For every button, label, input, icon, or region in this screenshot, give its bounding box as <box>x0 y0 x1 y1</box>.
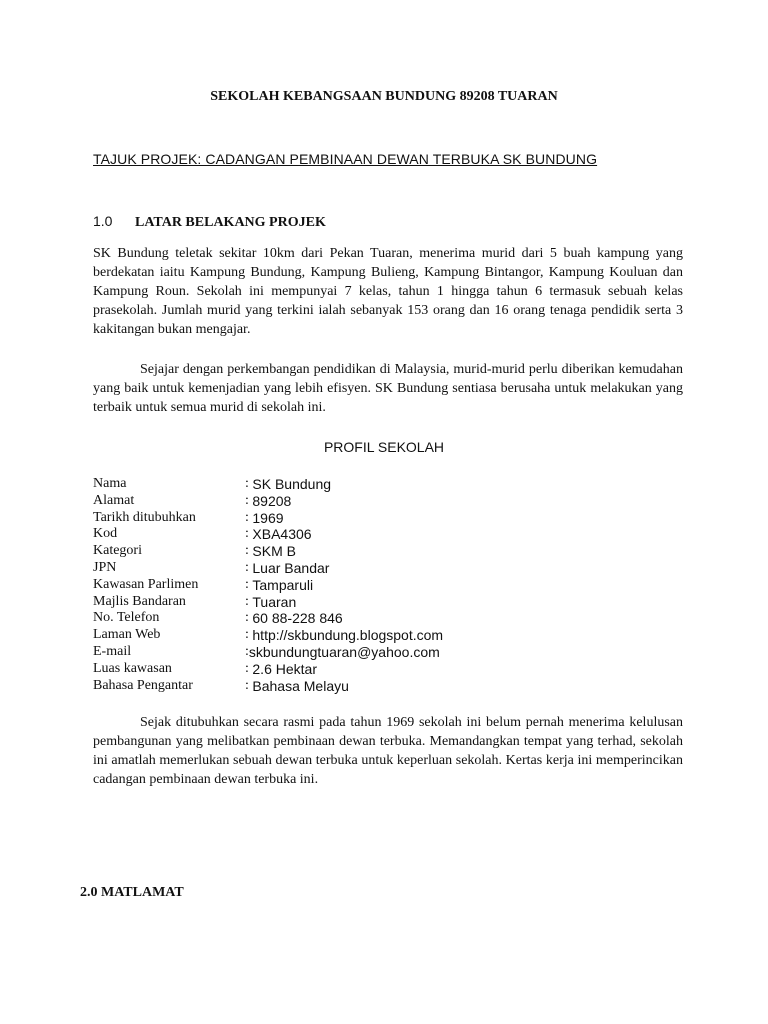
profile-label: Kod <box>93 526 118 542</box>
profile-row <box>93 594 693 611</box>
paragraph-history <box>93 713 683 789</box>
school-profile-table <box>93 476 693 694</box>
profile-separator: : <box>245 559 253 575</box>
profile-label: Nama <box>93 476 127 491</box>
profile-label: E-mail <box>93 643 132 659</box>
section-1-number: 1.0 <box>93 213 113 229</box>
profile-row <box>93 510 693 527</box>
profile-label: Alamat <box>93 492 135 508</box>
profile-row <box>93 610 693 627</box>
profile-label: No. Telefon <box>93 610 160 626</box>
profile-separator: : <box>245 576 253 592</box>
profile-row <box>93 577 693 594</box>
profile-separator: : <box>245 543 253 559</box>
profile-separator: : <box>245 509 253 525</box>
profile-value: 2.6 Hektar <box>252 660 317 677</box>
profile-value: 1969 <box>252 509 284 526</box>
profile-separator: : <box>245 492 253 508</box>
profile-separator: : <box>245 660 253 676</box>
profile-separator: : <box>245 526 253 542</box>
profile-label: Bahasa Pengantar <box>93 677 193 693</box>
profile-value: http://skbundung.blogspot.com <box>252 627 444 644</box>
profile-label: Majlis Bandaran <box>93 593 186 609</box>
paragraph-background: SK Bundung teletak sekitar 10km dari Pekan Tuaran, menerima murid dari 5 buah kampung yang berdekatan iaitu Kampung Bundung, Kampung Bulieng, Kampung Bintangor, Kampung Kouluan dan Kampung Roun. Sekolah ini mempunyai 7 kelas, tahun 1 hingga tahun 6 termasuk sebuah kelas prasekolah. Jumlah murid yang terkini ialah sebanyak 153 orang dan 16 orang tenaga pendidik serta 3 kakitangan bukan mengajar. <box>93 246 683 337</box>
section-1-title: LATAR BELAKANG PROJEK <box>135 215 326 230</box>
profile-label: Luas kawasan <box>93 660 172 676</box>
profile-separator: : <box>245 627 253 643</box>
profile-value: Luar Bandar <box>252 559 330 576</box>
project-title: TAJUK PROJEK: CADANGAN PEMBINAAN DEWAN TERBUKA SK BUNDUNG <box>93 151 598 167</box>
profile-row <box>93 627 693 644</box>
section-2-heading: 2.0 MATLAMAT <box>80 885 184 900</box>
profile-value: Tamparuli <box>252 576 314 593</box>
profile-value: skbundungtuaran@yahoo.com <box>248 643 440 660</box>
profile-separator: : <box>245 643 249 659</box>
section-1-heading <box>93 212 326 232</box>
profile-value: SKM B <box>252 543 296 560</box>
profile-row <box>93 644 693 661</box>
paragraph-development <box>93 360 683 417</box>
profile-value: 89208 <box>252 492 292 509</box>
profile-separator: : <box>245 476 253 491</box>
profile-value: Bahasa Melayu <box>252 677 349 694</box>
profile-row <box>93 526 693 543</box>
profile-row <box>93 560 693 577</box>
profile-label: JPN <box>93 559 117 575</box>
profile-label: Kategori <box>93 543 142 559</box>
profile-separator: : <box>245 593 253 609</box>
profile-label: Laman Web <box>93 627 161 643</box>
profile-row <box>93 493 693 510</box>
profile-value: Tuaran <box>252 593 297 610</box>
school-title: SEKOLAH KEBANGSAAN BUNDUNG 89208 TUARAN <box>210 89 558 104</box>
profile-value: XBA4306 <box>252 526 312 543</box>
profile-row <box>93 543 693 560</box>
profile-value: SK Bundung <box>252 476 332 492</box>
profile-separator: : <box>245 677 253 693</box>
paragraph-development-text: Sejajar dengan perkembangan pendidikan di Malaysia, murid-murid perlu diberikan kemudahan yang baik untuk kemenjadian yang lebih efisyen. SK Bundung sentiasa berusaha untuk melakukan yang terbaik untuk semua murid di sekolah ini. <box>93 362 683 415</box>
paragraph-history-text: Sejak ditubuhkan secara rasmi pada tahun 1969 sekolah ini belum pernah menerima kelulusan pembangunan yang melibatkan pembinaan dewan terbuka. Memandangkan tempat yang terhad, sekolah ini amatlah memerlukan sebuah dewan terbuka untuk keperluan sekolah. Kertas kerja ini memperincikan cadangan pembinaan dewan terbuka ini. <box>93 715 683 787</box>
profile-title: PROFIL SEKOLAH <box>323 439 445 455</box>
profile-row <box>93 476 693 493</box>
profile-label: Kawasan Parlimen <box>93 576 199 592</box>
profile-row <box>93 678 693 695</box>
profile-label: Tarikh ditubuhkan <box>93 509 196 525</box>
profile-separator: : <box>245 610 253 626</box>
profile-row <box>93 661 693 678</box>
profile-value: 60 88-228 846 <box>252 610 343 627</box>
